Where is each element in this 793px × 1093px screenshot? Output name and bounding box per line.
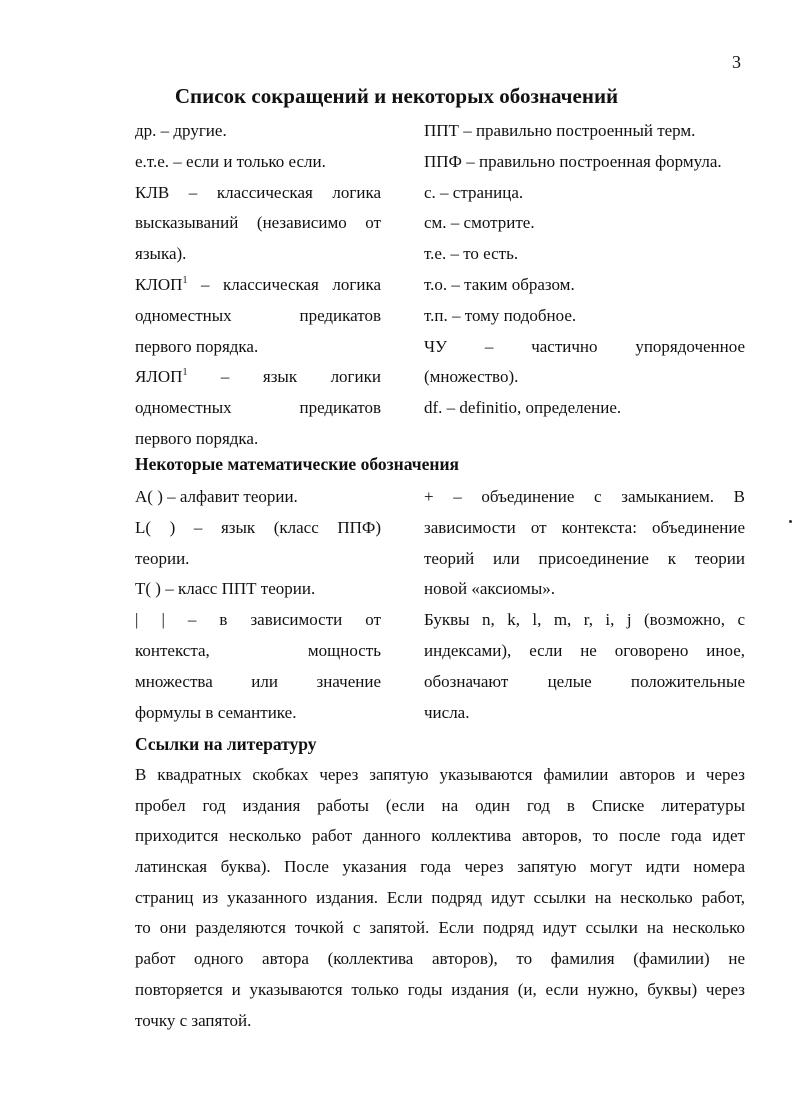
- abbreviation-line: см. – смотрите.: [424, 213, 535, 233]
- math-notation-line: теории.: [135, 548, 190, 568]
- abbreviation-line: е.т.е. – если и только если.: [135, 151, 326, 171]
- abbreviation-line: (множество).: [424, 367, 519, 387]
- reference-text-line: страниц из указанного издания. Если подряд идут ссылки на несколько работ,: [135, 887, 745, 907]
- math-notation-line: множества или значение: [135, 671, 381, 691]
- math-notation-line: обозначают целые положительные: [424, 671, 745, 691]
- abbreviation-line: т.е. – то есть.: [424, 244, 519, 264]
- math-notation-line: индексами), если не оговорено иное,: [424, 640, 745, 660]
- math-notation-line: зависимости от контекста: объединение: [424, 517, 745, 537]
- abbreviation-line: df. – definitio, определение.: [424, 398, 622, 418]
- abbreviation-line: ЧУ – частично упорядоченное: [424, 336, 745, 356]
- math-notation-line: A( ) – алфавит теории.: [135, 487, 298, 506]
- page-number: 3: [732, 52, 741, 72]
- math-notation-line: теорий или присоединение к теории: [424, 548, 745, 568]
- abbreviation-line: высказываний (независимо от: [135, 213, 381, 233]
- math-notation-line: L( ) – язык (класс ППФ): [135, 517, 381, 537]
- page-title: Список сокращений и некоторых обозначений: [174, 84, 619, 108]
- math-notation-line: + – объединение с замыканием. В: [424, 487, 745, 506]
- references-heading: Ссылки на литературу: [135, 734, 317, 754]
- reference-text-line: то они разделяются точкой с запятой. Если подряд идут ссылки на несколько: [135, 918, 745, 938]
- math-notation-line: Буквы n, k, l, m, r, i, j (возможно, с: [424, 610, 745, 630]
- abbreviation-line: ППФ – правильно построенная формула.: [424, 151, 722, 171]
- math-notation-heading: Некоторые математические обозначения: [135, 454, 460, 474]
- math-notation-line: | | – в зависимости от: [135, 610, 381, 630]
- abbreviation-line: КЛОП$^1$ – классическая логика: [135, 274, 381, 294]
- reference-text-line: В квадратных скобках через запятую указываются фамилии авторов и через: [135, 765, 745, 784]
- reference-text-line: работ одного автора (коллектива авторов), то фамилия (фамилии) не: [135, 949, 745, 969]
- abbreviation-line: ЯЛОП$^1$ – язык логики: [135, 367, 381, 387]
- math-notation-line: новой «аксиомы».: [424, 579, 555, 599]
- abbreviation-line: первого порядка.: [135, 428, 259, 448]
- reference-text-line: пробел год издания работы (если на один год в Списке литературы: [135, 795, 745, 815]
- abbreviation-line: одноместных предикатов: [135, 398, 381, 418]
- reference-text-line: приходится несколько работ данного коллектива авторов, то после года идет: [135, 826, 745, 846]
- math-notation-left-column: [135, 482, 381, 728]
- reference-text-line: повторяется и указываются только годы издания (и, если нужно, буквы) через: [135, 979, 745, 999]
- math-notation-line: формулы в семантике.: [135, 702, 297, 722]
- reference-text-line: латинская буква). После указания года через запятую могут идти номера: [135, 857, 745, 877]
- abbreviation-line: КЛВ – классическая логика: [135, 182, 381, 202]
- abbreviations-right-column: [424, 116, 745, 424]
- math-notation-line: контекста, мощность: [135, 640, 381, 660]
- math-notation-right-column: [424, 482, 745, 728]
- abbreviation-line: одноместных предикатов: [135, 305, 381, 325]
- math-notation-line: числа.: [424, 702, 470, 722]
- abbreviation-line: т.п. – тому подобное.: [424, 305, 577, 325]
- abbreviation-line: языка).: [135, 244, 187, 264]
- references-paragraph: [135, 760, 745, 1036]
- abbreviation-line: с. – страница.: [424, 182, 524, 202]
- stray-dot: [789, 520, 792, 523]
- math-notation-line: T( ) – класс ППТ теории.: [135, 579, 316, 599]
- abbreviations-left-column: [135, 116, 381, 455]
- abbreviation-line: первого порядка.: [135, 336, 259, 356]
- abbreviation-line: ППТ – правильно построенный терм.: [424, 121, 696, 140]
- abbreviation-line: др. – другие.: [135, 121, 227, 140]
- reference-text-line: точку с запятой.: [135, 1010, 252, 1030]
- abbreviation-line: т.о. – таким образом.: [424, 274, 575, 294]
